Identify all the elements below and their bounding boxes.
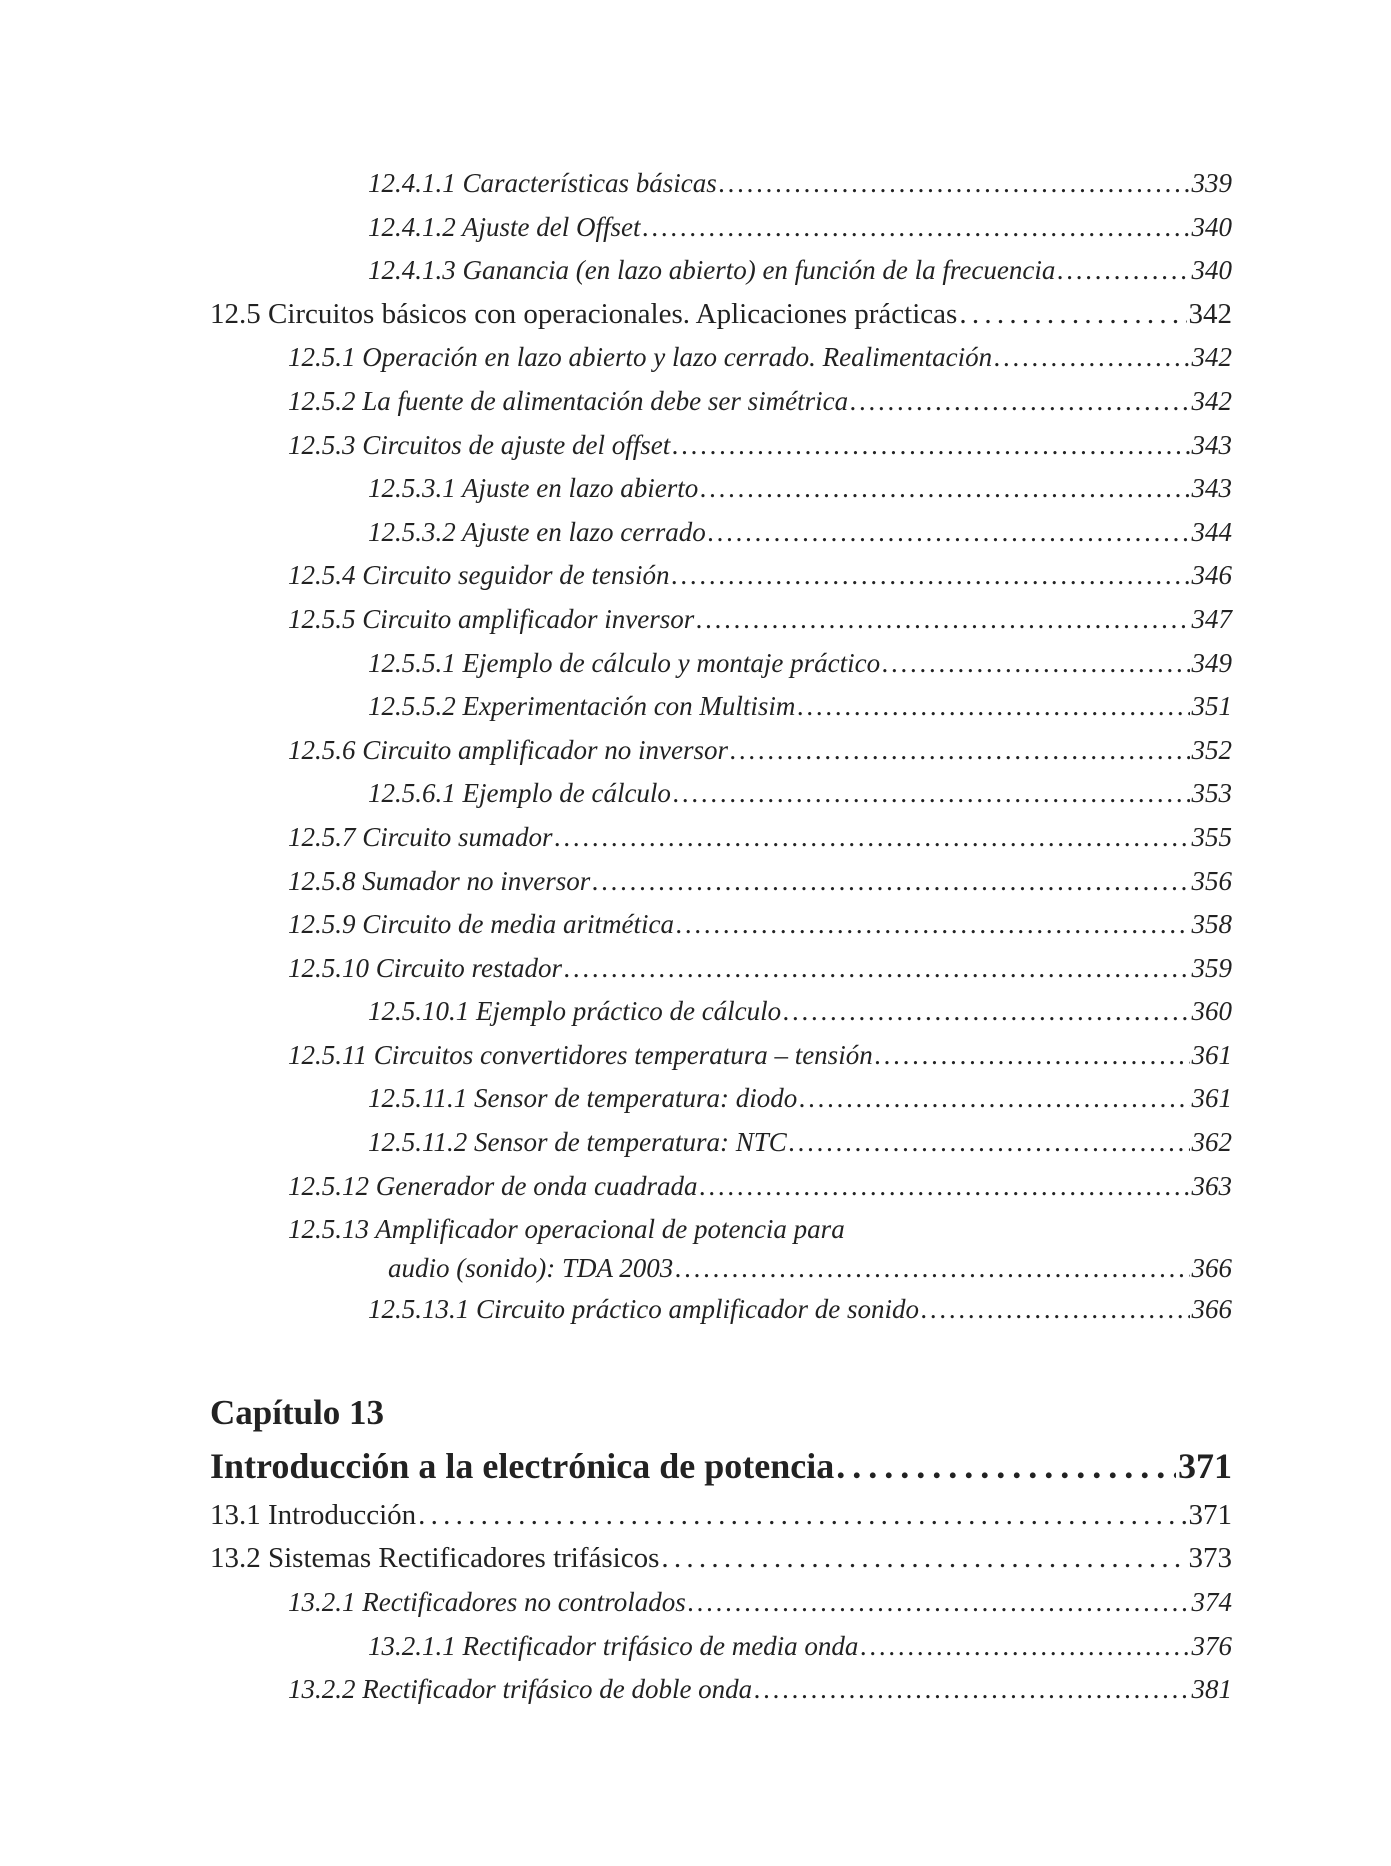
dot-leader bbox=[836, 1438, 1176, 1494]
toc-entry-title: 12.4.1.3 Ganancia (en lazo abierto) en función de la frecuencia bbox=[368, 255, 1056, 286]
toc-entry[interactable] bbox=[210, 467, 1232, 511]
toc-entry-page: 352 bbox=[1191, 734, 1232, 765]
toc-entry-title: 12.5.6.1 Ejemplo de cálculo bbox=[368, 778, 671, 809]
toc-entry-page: 355 bbox=[1191, 821, 1232, 852]
toc-entry-page: 374 bbox=[1191, 1587, 1232, 1618]
toc-entry-title: 12.5.10 Circuito restador bbox=[288, 952, 563, 983]
dot-leader bbox=[564, 947, 1189, 991]
dot-leader bbox=[555, 816, 1190, 860]
toc-entry-title: 12.5.8 Sumador no inversor bbox=[288, 865, 591, 896]
toc-entry-page: 340 bbox=[1191, 255, 1232, 286]
dot-leader bbox=[708, 511, 1190, 555]
toc-entry-page: 360 bbox=[1191, 996, 1232, 1027]
toc-entry-title: 12.5.13 Amplificador operacional de potencia para bbox=[288, 1214, 845, 1245]
toc-entry[interactable] bbox=[210, 293, 1232, 337]
toc-entry-page: 373 bbox=[1188, 1542, 1232, 1575]
dot-leader bbox=[592, 860, 1189, 904]
toc-entry-title: 12.5.7 Circuito sumador bbox=[288, 821, 553, 852]
dot-leader bbox=[642, 206, 1189, 250]
toc-entry-page: 339 bbox=[1191, 168, 1232, 198]
toc-entry-page: 381 bbox=[1191, 1674, 1232, 1705]
dot-leader bbox=[799, 1077, 1189, 1121]
dot-leader bbox=[696, 598, 1189, 642]
toc-entry-title: 12.5.3.2 Ajuste en lazo cerrado bbox=[368, 516, 706, 547]
toc-entry-page: 342 bbox=[1191, 342, 1232, 373]
toc-entry-title: 12.5.6 Circuito amplificador no inversor bbox=[288, 734, 728, 765]
dot-leader bbox=[1057, 249, 1189, 293]
toc-entry-wrapped-second-line[interactable] bbox=[210, 1248, 1232, 1288]
dot-leader bbox=[875, 1034, 1190, 1078]
toc-entry[interactable] bbox=[210, 1034, 1232, 1078]
dot-leader bbox=[688, 1581, 1190, 1625]
toc-entry-page: 366 bbox=[1191, 1294, 1232, 1325]
toc-entry[interactable] bbox=[210, 554, 1232, 598]
toc-entry-page: 361 bbox=[1191, 1083, 1232, 1114]
toc-entry-title: 12.5.11 Circuitos convertidores temperatura – tensión bbox=[288, 1039, 873, 1070]
toc-entry-title: audio (sonido): TDA 2003 bbox=[388, 1253, 674, 1284]
toc-entry-title: 12.5.5.1 Ejemplo de cálculo y montaje práctico bbox=[368, 647, 881, 678]
dot-leader bbox=[730, 729, 1190, 773]
toc-entry-title: 13.2.2 Rectificador trifásico de doble onda bbox=[288, 1674, 753, 1705]
toc-entry[interactable] bbox=[210, 685, 1232, 729]
toc-entry-title: 13.2 Sistemas Rectificadores trifásicos bbox=[210, 1542, 660, 1575]
toc-entry[interactable] bbox=[210, 206, 1232, 250]
dot-leader bbox=[994, 336, 1189, 380]
toc-entry[interactable] bbox=[210, 1537, 1232, 1581]
toc-entry[interactable] bbox=[210, 249, 1232, 293]
toc-entry-title: 12.5.13.1 Circuito práctico amplificador de sonido bbox=[368, 1294, 919, 1325]
toc-entry[interactable] bbox=[210, 990, 1232, 1034]
toc-entry[interactable] bbox=[210, 947, 1232, 991]
chapter-title-entry[interactable] bbox=[210, 1438, 1232, 1494]
toc-entry-page: 356 bbox=[1191, 865, 1232, 896]
toc-entry[interactable] bbox=[210, 1288, 1232, 1332]
dot-leader bbox=[797, 685, 1189, 729]
toc-entry-title: 12.5.4 Circuito seguidor de tensión bbox=[288, 560, 670, 591]
toc-entry-wrapped-first-line[interactable] bbox=[210, 1210, 1232, 1248]
toc-entry-page: 366 bbox=[1191, 1253, 1232, 1284]
toc-entry-page: 344 bbox=[1191, 516, 1232, 547]
dot-leader bbox=[921, 1288, 1190, 1332]
toc-section-chapter-12 bbox=[210, 162, 1232, 1208]
toc-entry-page: 342 bbox=[1188, 297, 1232, 330]
toc-entry[interactable] bbox=[210, 816, 1232, 860]
toc-entry[interactable] bbox=[210, 598, 1232, 642]
toc-entry-page: 343 bbox=[1191, 429, 1232, 460]
toc-entry[interactable] bbox=[210, 1668, 1232, 1712]
dot-leader bbox=[754, 1668, 1189, 1712]
toc-entry-title: 12.5.5 Circuito amplificador inversor bbox=[288, 603, 695, 634]
toc-entry[interactable] bbox=[210, 903, 1232, 947]
dot-leader bbox=[882, 642, 1189, 686]
toc-section-chapter-13 bbox=[210, 1494, 1232, 1712]
toc-entry-title: 12.5.5.2 Experimentación con Multisim bbox=[368, 691, 796, 722]
toc-entry[interactable] bbox=[210, 1165, 1232, 1209]
toc-entry-title: 12.5.1 Operación en lazo abierto y lazo cerrado. Realimentación bbox=[288, 342, 993, 373]
toc-entry-title: 12.5.9 Circuito de media aritmética bbox=[288, 909, 674, 940]
toc-entry-title: 12.5.10.1 Ejemplo práctico de cálculo bbox=[368, 996, 782, 1027]
chapter-page: 371 bbox=[1178, 1445, 1232, 1486]
toc-entry-title: 12.5 Circuitos básicos con operacionales. Aplicaciones prácticas bbox=[210, 297, 958, 330]
toc-entry[interactable] bbox=[210, 380, 1232, 424]
dot-leader bbox=[672, 424, 1189, 468]
toc-entry[interactable] bbox=[210, 642, 1232, 686]
toc-entry[interactable] bbox=[210, 729, 1232, 773]
toc-entry[interactable] bbox=[210, 336, 1232, 380]
toc-entry-page: 340 bbox=[1191, 211, 1232, 242]
dot-leader bbox=[676, 903, 1190, 947]
dot-leader bbox=[661, 1537, 1186, 1581]
toc-entry-page: 346 bbox=[1191, 560, 1232, 591]
dot-leader bbox=[719, 162, 1190, 206]
dot-leader bbox=[959, 293, 1186, 337]
chapter-label: Capítulo 13 bbox=[210, 1392, 385, 1432]
toc-entry[interactable] bbox=[210, 1077, 1232, 1121]
toc-entry-page: 349 bbox=[1191, 647, 1232, 678]
toc-entry-page: 358 bbox=[1191, 909, 1232, 940]
toc-entry-page: 363 bbox=[1191, 1170, 1232, 1201]
toc-entry-title: 12.5.3 Circuitos de ajuste del offset bbox=[288, 429, 671, 460]
dot-leader bbox=[700, 467, 1189, 511]
dot-leader bbox=[673, 772, 1190, 816]
dot-leader bbox=[860, 1625, 1189, 1669]
toc-entry-title: 12.5.11.2 Sensor de temperatura: NTC bbox=[368, 1127, 787, 1158]
toc-entry[interactable] bbox=[210, 1625, 1232, 1669]
toc-entry[interactable] bbox=[210, 860, 1232, 904]
dot-leader bbox=[418, 1494, 1186, 1538]
toc-entry-page: 376 bbox=[1191, 1630, 1232, 1661]
toc-entry-title: 13.1 Introducción bbox=[210, 1498, 417, 1531]
toc-section-chapter-12-end bbox=[210, 1288, 1232, 1332]
dot-leader bbox=[671, 554, 1189, 598]
toc-entry[interactable] bbox=[210, 1494, 1232, 1538]
toc-entry-page: 351 bbox=[1191, 691, 1232, 722]
dot-leader bbox=[789, 1121, 1190, 1165]
toc-entry-page: 347 bbox=[1191, 603, 1232, 634]
toc-entry[interactable] bbox=[210, 772, 1232, 816]
toc-entry-title: 12.5.12 Generador de onda cuadrada bbox=[288, 1170, 698, 1201]
toc-entry-title: 12.5.11.1 Sensor de temperatura: diodo bbox=[368, 1083, 798, 1114]
toc-entry-page: 361 bbox=[1191, 1039, 1232, 1070]
toc-entry-page: 362 bbox=[1191, 1127, 1232, 1158]
dot-leader bbox=[783, 990, 1189, 1034]
table-of-contents bbox=[210, 162, 1232, 1712]
toc-entry[interactable] bbox=[210, 1581, 1232, 1625]
toc-entry-title: 13.2.1.1 Rectificador trifásico de media onda bbox=[368, 1630, 859, 1661]
toc-entry-page: 353 bbox=[1191, 778, 1232, 809]
toc-entry-title: 13.2.1 Rectificadores no controlados bbox=[288, 1587, 686, 1618]
dot-leader bbox=[699, 1165, 1189, 1209]
chapter-title: Introducción a la electrónica de potencia bbox=[210, 1445, 835, 1486]
dot-leader bbox=[675, 1248, 1189, 1288]
toc-entry[interactable] bbox=[210, 424, 1232, 468]
toc-entry-title: 12.5.3.1 Ajuste en lazo abierto bbox=[368, 473, 699, 504]
toc-entry-title: 12.5.2 La fuente de alimentación debe ser simétrica bbox=[288, 385, 849, 416]
toc-entry-page: 342 bbox=[1191, 385, 1232, 416]
toc-entry[interactable] bbox=[210, 1121, 1232, 1165]
toc-entry-page: 343 bbox=[1191, 473, 1232, 504]
toc-entry[interactable] bbox=[210, 162, 1232, 206]
toc-entry-page: 359 bbox=[1191, 952, 1232, 983]
toc-entry-title: 12.4.1.1 Características básicas bbox=[368, 168, 717, 198]
toc-entry[interactable] bbox=[210, 511, 1232, 555]
dot-leader bbox=[850, 380, 1189, 424]
toc-entry-page: 371 bbox=[1188, 1498, 1232, 1531]
toc-entry-title: 12.4.1.2 Ajuste del Offset bbox=[368, 211, 641, 242]
